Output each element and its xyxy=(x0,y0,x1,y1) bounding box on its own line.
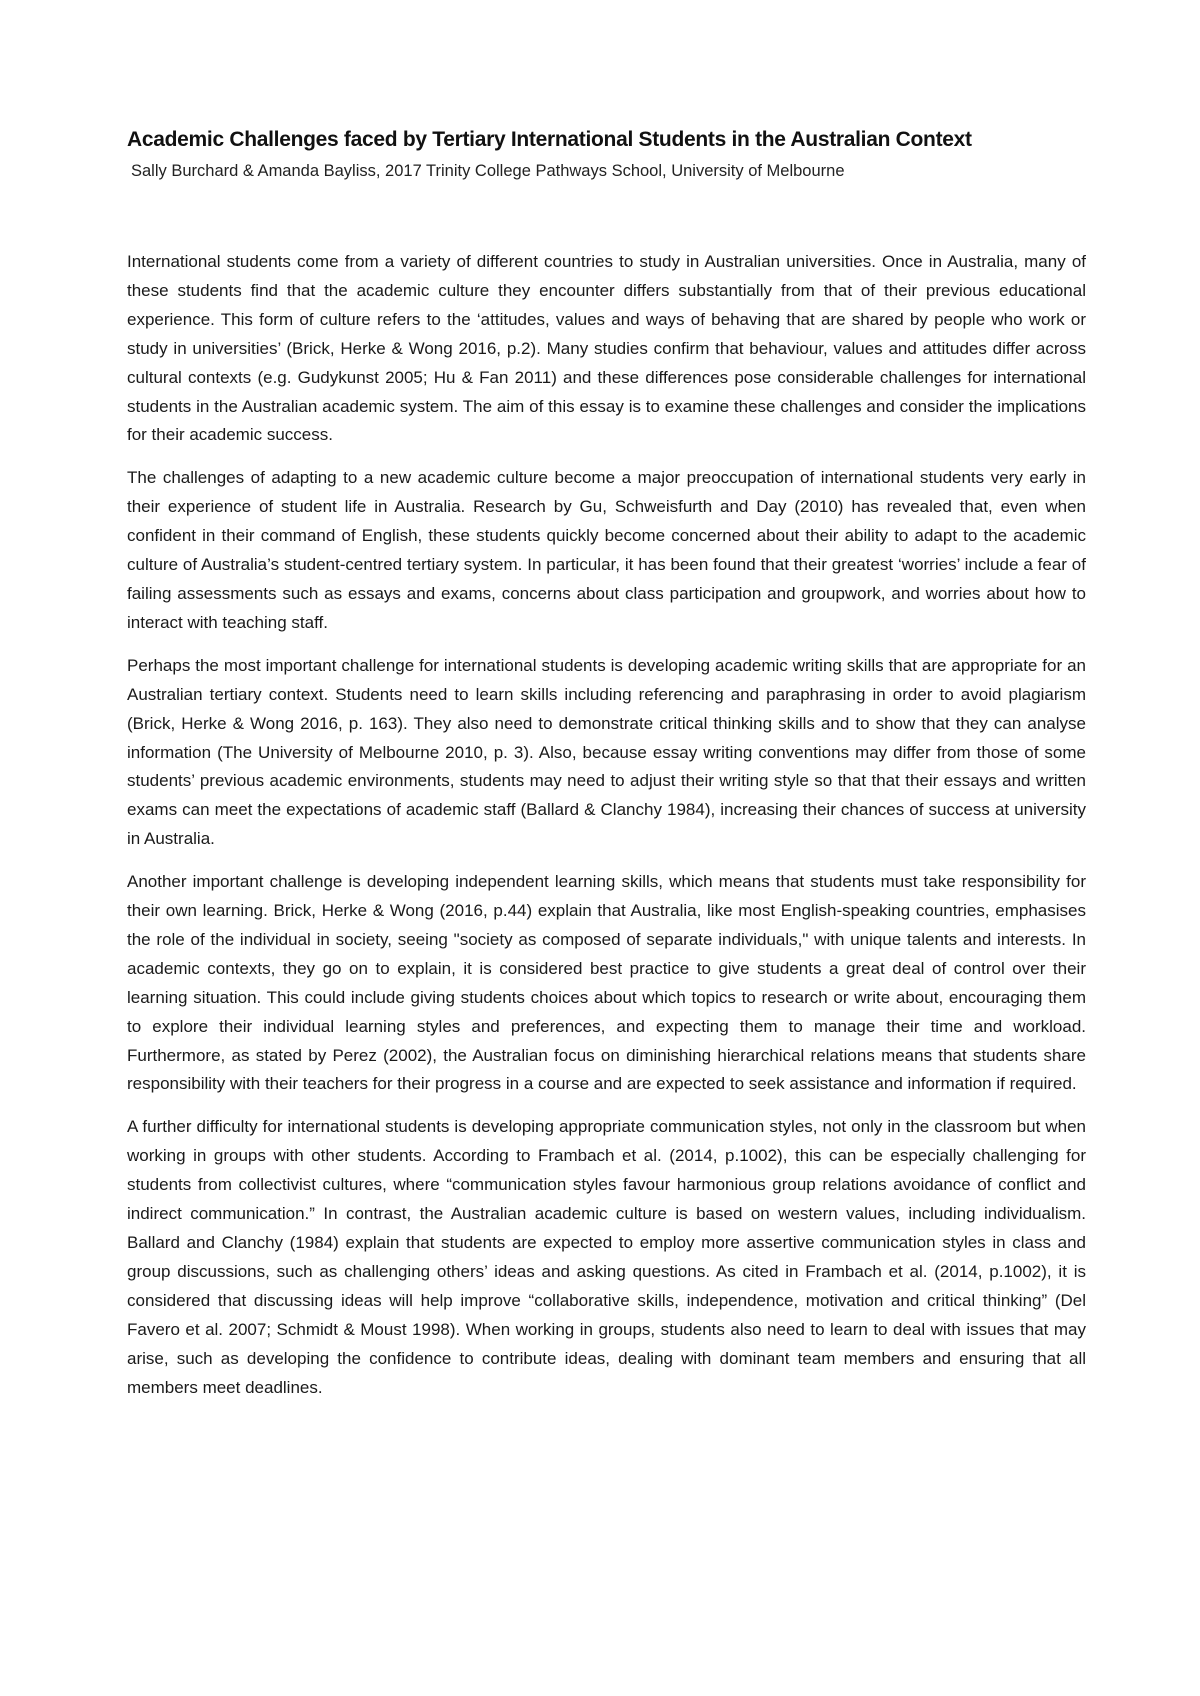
paragraph-introduction: International students come from a variety of different countries to study in Australian universities. Once in Australia, many of these students find that the academic culture they encounter differs substantially from that of their previous educational experience. This form of culture refers to the ‘attitudes, values and ways of behaving that are shared by people who work or study in universities’ (Brick, Herke & Wong 2016, p.2). Many studies confirm that behaviour, values and attitudes differ across cultural contexts (e.g. Gudykunst 2005; Hu & Fan 2011) and these differences pose considerable challenges for international students in the Australian academic system. The aim of this essay is to examine these challenges and consider the implications for their academic success. xyxy=(127,252,1086,445)
paragraph-independent-learning: Another important challenge is developing independent learning skills, which means that students must take responsibility for their own learning. Brick, Herke & Wong (2016, p.44) explain that Australia, like most English-speaking countries, emphasises the role of the individual in society, seeing "society as composed of separate individuals," with unique talents and interests. In academic contexts, they go on to explain, it is considered best practice to give students a great deal of control over their learning situation. This could include giving students choices about which topics to research or write about, encouraging them to explore their individual learning styles and preferences, and expecting them to manage their time and workload. Furthermore, as stated by Perez (2002), the Australian focus on diminishing hierarchical relations means that students share responsibility with their teachers for their progress in a course and are expected to seek assistance and information if required. xyxy=(127,872,1086,1094)
paragraph-adapting-culture: The challenges of adapting to a new academic culture become a major preoccupation of international students very early in their experience of student life in Australia. Research by Gu, Schweisfurth and Day (2010) has revealed that, even when confident in their command of English, these students quickly become concerned about their ability to adapt to the academic culture of Australia’s student-centred tertiary system. In particular, it has been found that their greatest ‘worries’ include a fear of failing assessments such as essays and exams, concerns about class participation and groupwork, and worries about how to interact with teaching staff. xyxy=(127,468,1086,632)
document-authors: Sally Burchard & Amanda Bayliss, 2017 Trinity College Pathways School, University of Melbourne xyxy=(131,162,845,180)
paragraph-communication-styles: A further difficulty for international students is developing appropriate communication styles, not only in the classroom but when working in groups with other students. According to Frambach et al. (2014, p.1002), this can be especially challenging for students from collectivist cultures, where “communication styles favour harmonious group relations avoidance of conflict and indirect communication.” In contrast, the Australian academic culture is based on western values, including individualism. Ballard and Clanchy (1984) explain that students are expected to employ more assertive communication styles in class and group discussions, such as challenging others’ ideas and asking questions. As cited in Frambach et al. (2014, p.1002), it is considered that discussing ideas will help improve “collaborative skills, independence, motivation and critical thinking” (Del Favero et al. 2007; Schmidt & Moust 1998). When working in groups, students also need to learn to deal with issues that may arise, such as developing the confidence to contribute ideas, dealing with dominant team members and ensuring that all members meet deadlines. xyxy=(127,1117,1086,1397)
document-title: Academic Challenges faced by Tertiary International Students in the Australian Context xyxy=(127,128,972,151)
document-body xyxy=(127,248,1086,1416)
paragraph-academic-writing: Perhaps the most important challenge for international students is developing academic writing skills that are appropriate for an Australian tertiary context. Students need to learn skills including referencing and paraphrasing in order to avoid plagiarism (Brick, Herke & Wong 2016, p. 163). They also need to demonstrate critical thinking skills and to show that they can analyse information (The University of Melbourne 2010, p. 3). Also, because essay writing conventions may differ from those of some students’ previous academic environments, students may need to adjust their writing style so that that their essays and written exams can meet the expectations of academic staff (Ballard & Clanchy 1984), increasing their chances of success at university in Australia. xyxy=(127,655,1086,849)
